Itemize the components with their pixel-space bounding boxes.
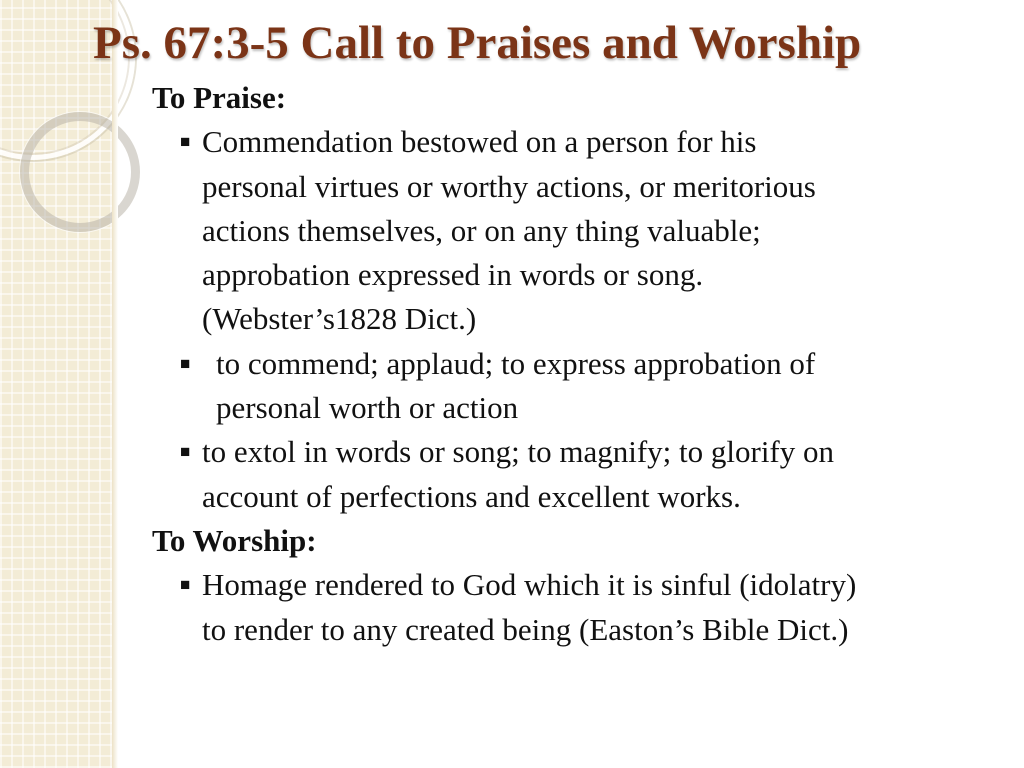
section-heading-worship: To Worship:	[152, 522, 317, 558]
bullet-line: (Webster’s1828 Dict.)	[202, 301, 477, 337]
square-bullet-icon: ■	[180, 442, 191, 462]
bullet-line: Homage rendered to God which it is sinful (idolatry)	[202, 567, 857, 603]
square-bullet-icon: ■	[180, 353, 191, 373]
bullet-praise-definition-1	[152, 120, 1012, 341]
bullet-worship-definition-1	[152, 563, 1012, 652]
bullet-line: actions themselves, or on any thing valuable;	[202, 212, 761, 248]
bullet-praise-definition-3	[152, 430, 1012, 519]
bullet-line: to commend; applaud; to express approbation of	[216, 345, 816, 381]
bullet-line: to extol in words or song; to magnify; to glorify on	[202, 434, 835, 470]
square-bullet-icon: ■	[180, 575, 191, 595]
slide-body	[152, 76, 1012, 652]
side-panel-edge	[112, 0, 118, 768]
bullet-line: approbation expressed in words or song.	[202, 257, 704, 293]
decorative-ring-small	[20, 112, 140, 232]
square-bullet-icon: ■	[180, 132, 191, 152]
bullet-line: account of perfections and excellent works.	[202, 478, 741, 514]
bullet-praise-definition-2	[152, 342, 1012, 431]
bullet-line: personal worth or action	[216, 390, 519, 426]
bullet-line: Commendation bestowed on a person for his	[202, 124, 757, 160]
decorative-side-panel	[0, 0, 113, 768]
bullet-line: to render to any created being (Easton’s Bible Dict.)	[202, 611, 849, 647]
slide-title: Ps. 67:3-5 Call to Praises and Worship	[93, 17, 862, 69]
bullet-line: personal virtues or worthy actions, or meritorious	[202, 168, 816, 204]
section-heading-praise: To Praise:	[152, 80, 287, 115]
